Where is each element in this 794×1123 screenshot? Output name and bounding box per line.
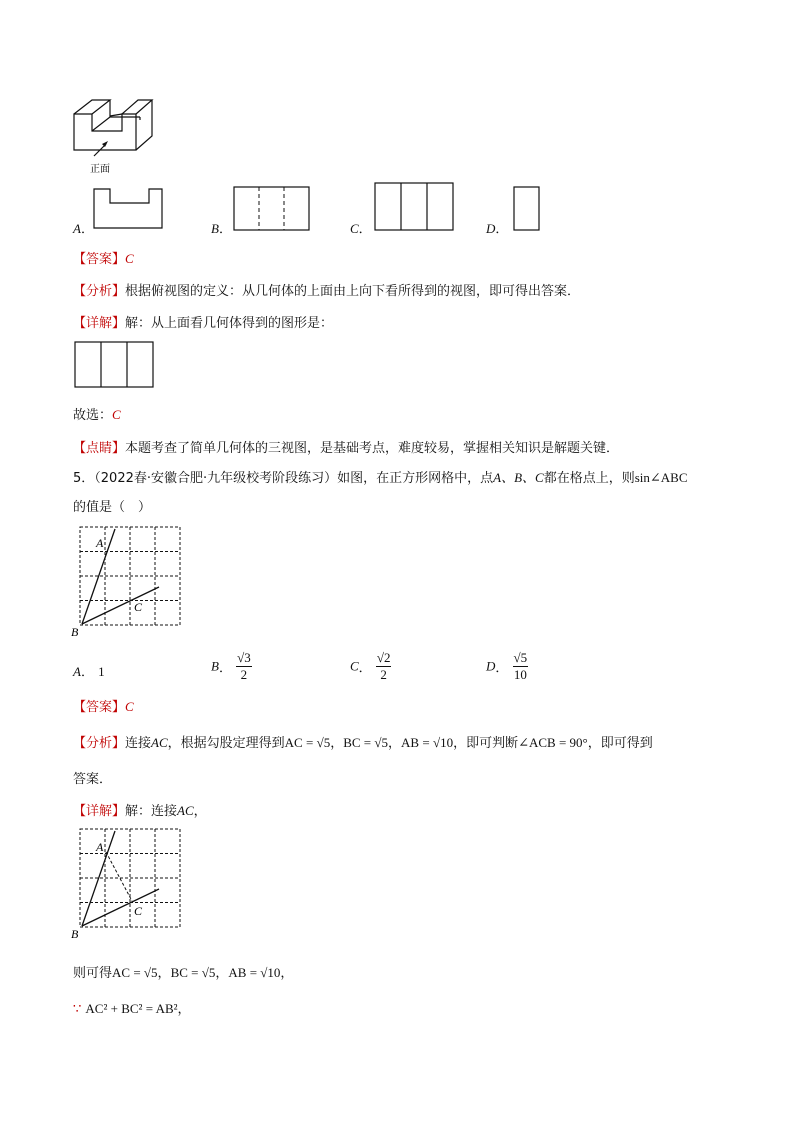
option-a-figure [93, 187, 165, 231]
q5-option-d: D． $\frac{√5}{10}$ [486, 650, 528, 682]
analysis-tag: 【分析】 [73, 736, 126, 751]
front-label: 正面 [90, 164, 110, 175]
point-b-label: B [71, 625, 79, 639]
option-c-figure [374, 182, 456, 232]
q4-option-c: C． [350, 221, 372, 237]
q5-stem-line2: 的值是（ ） [73, 500, 152, 515]
grid-figure-with-ac [70, 827, 186, 942]
option-b-figure [233, 186, 311, 232]
point-c-label: C [134, 600, 143, 614]
option-d-figure [513, 186, 541, 232]
u-shaped-solid-figure [72, 98, 162, 176]
comment-tag: 【点睛】 [73, 441, 126, 456]
q4-choose-line: 故选：C [73, 407, 121, 423]
answer-value: C [125, 699, 134, 714]
answer-tag: 【答案】 [73, 252, 126, 267]
top-view-figure [74, 341, 156, 389]
detail-tag: 【详解】 [73, 804, 126, 819]
q5-because-line: ∵ AC² + BC² = AB²， [73, 1001, 191, 1017]
q5-answer-line [73, 696, 134, 715]
q5-option-b: B． $\frac{√3}{2}$ [211, 650, 251, 682]
q5-analysis-line2: 答案． [73, 772, 113, 787]
detail-tag: 【详解】 [73, 316, 126, 331]
q4-detail-line: 【详解】解：从上面看几何体得到的图形是： [73, 316, 334, 331]
q5-analysis-line: 【分析】连接AC，根据勾股定理得到AC = √5，BC = √5，AB = √10，即可判断∠ACB = 90°，即可得到 [73, 735, 653, 751]
point-b-label: B [71, 927, 79, 941]
point-a-label: A [96, 840, 104, 854]
q4-option-a: A． [73, 221, 94, 237]
analysis-tag: 【分析】 [73, 284, 126, 299]
q5-option-a: A． 1 [73, 664, 105, 680]
q5-detail-line: 【详解】解：连接AC， [73, 803, 207, 819]
point-a-label: A [96, 536, 104, 550]
q4-analysis-line: 【分析】根据俯视图的定义：从几何体的上面由上向下看所得到的视图，即可得出答案． [73, 284, 581, 299]
q5-option-c: C． $\frac{√2}{2}$ [350, 650, 391, 682]
because-symbol: ∵ [73, 1002, 82, 1017]
q4-comment-line: 【点睛】本题考查了简单几何体的三视图，是基础考点，难度较易，掌握相关知识是解题关键． [73, 441, 620, 456]
answer-value: C [125, 251, 134, 266]
q4-option-d: D． [486, 221, 509, 237]
grid-figure [70, 525, 186, 640]
answer-tag: 【答案】 [73, 700, 126, 715]
q4-answer-line [73, 248, 134, 267]
q5-stem-line1: 5．（2022春·安徽合肥·九年级校考阶段练习）如图，在正方形网格中，点A、B、C都在格点上，则sin∠ABC [73, 470, 688, 486]
q4-option-b: B． [211, 221, 232, 237]
q5-then-line: 则可得AC = √5，BC = √5，AB = √10， [73, 965, 294, 981]
point-c-label: C [134, 904, 143, 918]
